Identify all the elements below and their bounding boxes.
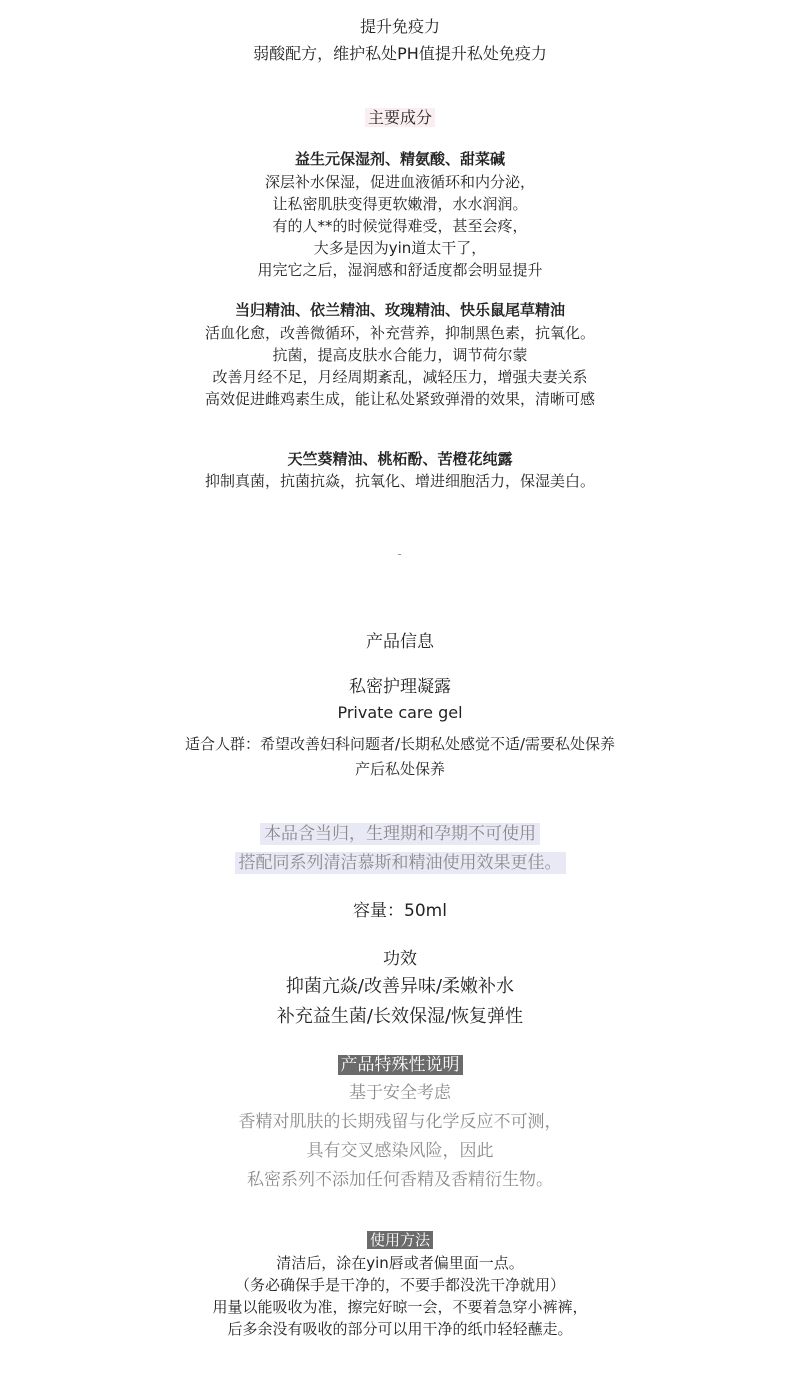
efficacy-line-2: 补充益生菌/长效保湿/恢复弹性 xyxy=(276,1006,524,1027)
special-line: 具有交叉感染风险，因此 xyxy=(306,1141,494,1161)
usage-method-label: 使用方法 xyxy=(367,1231,433,1249)
target-audience-line-2: 产后私处保养 xyxy=(354,760,445,778)
immunity-title: 提升免疫力 xyxy=(359,17,440,36)
usage-notice-text-1: 本品含当归，生理期和孕期不可使用 xyxy=(260,823,540,845)
usage-notice-text-2: 搭配同系列清洁慕斯和精油使用效果更佳。 xyxy=(235,852,566,874)
usage-label-line xyxy=(0,1229,800,1250)
target-audience-line-1: 适合人群：希望改善妇科问题者/长期私处感觉不适/需要私处保养 xyxy=(184,735,616,753)
ingredient-group-1-line: 大多是因为yin道太干了， xyxy=(313,239,487,257)
product-name-en: Private care gel xyxy=(337,703,463,722)
ingredient-group-1-line: 深层补水保湿，促进血液循环和内分泌， xyxy=(264,173,535,191)
efficacy-line-1: 抑菌亢焱/改善异味/柔嫩补水 xyxy=(285,976,515,997)
efficacy-heading: 功效 xyxy=(383,949,417,969)
ingredient-group-1-line: 用完它之后，湿润感和舒适度都会明显提升 xyxy=(257,261,543,279)
usage-line: 用量以能吸收为准，擦完好晾一会，不要着急穿小裤裤， xyxy=(212,1298,588,1316)
usage-line: 后多余没有吸收的部分可以用干净的纸巾轻轻蘸走。 xyxy=(227,1320,573,1338)
special-line: 基于安全考虑 xyxy=(349,1083,451,1103)
special-line: 私密系列不添加任何香精及香精衍生物。 xyxy=(247,1170,553,1190)
product-name-cn: 私密护理凝露 xyxy=(349,677,451,697)
ingredient-group-3-title: 天竺葵精油、桃柘酚、苦橙花纯露 xyxy=(287,450,513,468)
ingredient-group-3-line: 抑制真菌，抗菌抗焱，抗氧化、增进细胞活力，保湿美白。 xyxy=(204,472,595,490)
special-explanation-label: 产品特殊性说明 xyxy=(338,1055,463,1075)
volume: 容量：50ml xyxy=(353,901,447,921)
ingredient-group-1-title: 益生元保湿剂、精氨酸、甜菜碱 xyxy=(294,150,505,168)
divider-dot xyxy=(398,554,401,555)
ingredients-heading-text: 主要成分 xyxy=(365,108,435,127)
usage-line: （务必确保手是干净的，不要手都没洗干净就用） xyxy=(234,1276,565,1294)
ingredient-group-2-title: 当归精油、依兰精油、玫瑰精油、快乐鼠尾草精油 xyxy=(234,301,565,319)
product-info-heading: 产品信息 xyxy=(366,632,434,652)
usage-line: 清洁后，涂在yin唇或者偏里面一点。 xyxy=(276,1254,524,1272)
special-label-line xyxy=(0,1050,800,1075)
ingredient-group-2-line: 高效促进雌鸡素生成，能让私处紧致弹滑的效果，清晰可感 xyxy=(204,390,595,408)
usage-notice-line-2 xyxy=(0,848,800,873)
special-line: 香精对肌肤的长期残留与化学反应不可测， xyxy=(238,1112,562,1132)
ingredient-group-2-line: 活血化愈，改善微循环，补充营养，抑制黑色素，抗氧化。 xyxy=(204,324,595,342)
ingredient-group-2-line: 抗菌，提高皮肤水合能力，调节荷尔蒙 xyxy=(272,346,528,364)
immunity-description: 弱酸配方，维护私处PH值提升私处免疫力 xyxy=(253,44,547,63)
ingredient-group-1-line: 让私密肌肤变得更软嫩滑，水水润润。 xyxy=(272,195,528,213)
ingredient-group-2-line: 改善月经不足，月经周期紊乱，减轻压力，增强夫妻关系 xyxy=(212,368,588,386)
ingredients-heading xyxy=(0,105,800,128)
ingredient-group-1-line: 有的人**的时候觉得难受，甚至会疼， xyxy=(272,217,528,235)
usage-notice-line-1 xyxy=(0,819,800,844)
